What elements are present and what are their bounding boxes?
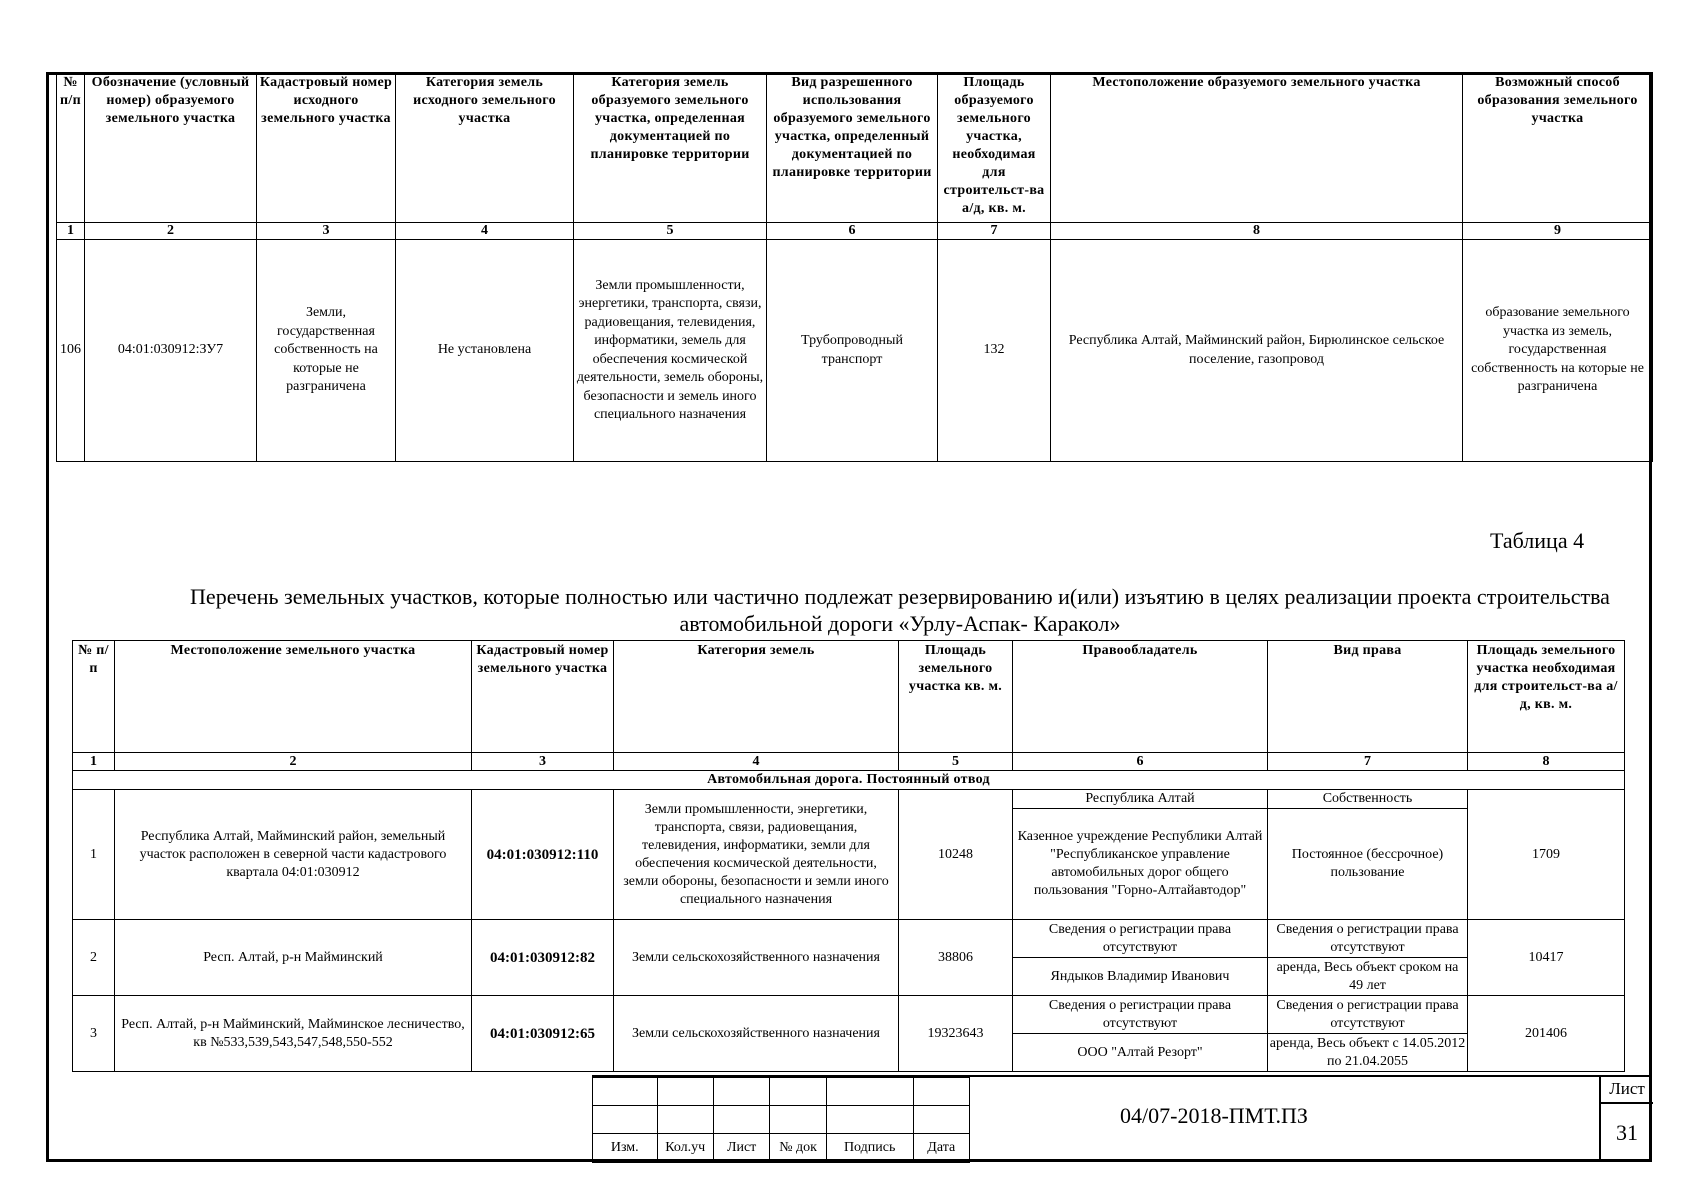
t2-cell-area: 38806 bbox=[899, 920, 1013, 996]
table-caption: Перечень земельных участков, которые полностью или частично подлежат резервированию и(или) изъятию в целях реализации проекта строительства автомобильной дороги «Урлу-Аспак- Каракол» bbox=[190, 584, 1610, 636]
t1-cell-location: Республика Алтай, Майминский район, Бирюлинское сельское поселение, газопровод bbox=[1051, 240, 1463, 462]
t1-header-source-category: Категория земель исходного земельного участка bbox=[396, 73, 574, 223]
t2-colnum: 7 bbox=[1268, 753, 1468, 771]
stamp-col-doc: № док bbox=[770, 1134, 826, 1163]
right-top: Сведения о регистрации права отсутствуют bbox=[1268, 920, 1467, 958]
t1-colnum: 5 bbox=[574, 223, 767, 240]
owner-bottom: ООО "Алтай Резорт" bbox=[1077, 1044, 1203, 1060]
stamp-col-sheet: Лист bbox=[713, 1134, 769, 1163]
table-label: Таблица 4 bbox=[1490, 528, 1585, 553]
t2-header-cadastral: Кадастровый номер земельного участка bbox=[472, 641, 614, 753]
t1-cell-num: 106 bbox=[57, 240, 85, 462]
t1-header-new-category: Категория земель образуемого земельного участка, определенная документацией по планировке территории bbox=[574, 73, 767, 223]
t2-header-location: Местоположение земельного участка bbox=[115, 641, 472, 753]
t1-cell-new-category: Земли промышленности, энергетики, транспорта, связи, радиовещания, телевидения, информатики, земель для обеспечения космической деятельности, земель обороны, безопасности и земель иного специального назначения bbox=[574, 240, 767, 462]
t2-colnum: 4 bbox=[614, 753, 899, 771]
t2-cell-category: Земли сельскохозяйственного назначения bbox=[614, 920, 899, 996]
t2-colnum: 3 bbox=[472, 753, 614, 771]
t2-cell-num: 3 bbox=[73, 996, 115, 1072]
revision-grid bbox=[592, 1077, 970, 1163]
right-bottom: аренда, Весь объект с 14.05.2012 по 21.04.2055 bbox=[1269, 1035, 1466, 1069]
right-bottom: Постоянное (бессрочное) пользование bbox=[1291, 847, 1444, 880]
t1-colnum: 9 bbox=[1463, 223, 1653, 240]
t2-cell-location: Респ. Алтай, р-н Майминский, Майминское лесничество, кв №533,539,543,547,548,550-552 bbox=[115, 996, 472, 1072]
t2-cell-cadastral: 04:01:030912:65 bbox=[472, 996, 614, 1072]
t1-header-designation: Обозначение (условный номер) образуемого земельного участка bbox=[85, 73, 257, 223]
stamp-col-change: Изм. bbox=[593, 1134, 658, 1163]
t2-cell-category: Земли промышленности, энергетики, транспорта, связи, радиовещания, телевидения, информатики, земли для обеспечения космической деятельности, земли обороны, безопасности и земли иного специального назначения bbox=[614, 790, 899, 920]
t2-cell-owner bbox=[1013, 996, 1268, 1072]
t2-cell-cadastral: 04:01:030912:110 bbox=[472, 790, 614, 920]
t1-cell-method: образование земельного участка из земель, государственная собственность на которые не разграничена bbox=[1463, 240, 1653, 462]
t1-colnum: 2 bbox=[85, 223, 257, 240]
t1-cell-area: 132 bbox=[938, 240, 1051, 462]
t2-cell-need: 201406 bbox=[1468, 996, 1625, 1072]
right-top: Сведения о регистрации права отсутствуют bbox=[1268, 996, 1467, 1034]
sheet-label: Лист bbox=[1599, 1076, 1653, 1104]
t1-header-area: Площадь образуемого земельного участка, необходимая для строительст-ва а/д, кв. м. bbox=[938, 73, 1051, 223]
right-bottom: аренда, Весь объект сроком на 49 лет bbox=[1276, 959, 1459, 993]
t2-section-title: Автомобильная дорога. Постоянный отвод bbox=[73, 771, 1625, 790]
t1-header-location: Местоположение образуемого земельного участка bbox=[1051, 73, 1463, 223]
t2-cell-cadastral: 04:01:030912:82 bbox=[472, 920, 614, 996]
t2-cell-area: 10248 bbox=[899, 790, 1013, 920]
t2-cell-owner bbox=[1013, 790, 1268, 920]
t2-header-area: Площадь земельного участка кв. м. bbox=[899, 641, 1013, 753]
t1-colnum: 4 bbox=[396, 223, 574, 240]
t1-cell-source-cadastral: Земли, государственная собственность на которые не разграничена bbox=[257, 240, 396, 462]
t2-cell-right bbox=[1268, 920, 1468, 996]
stamp-col-count: Кол.уч bbox=[657, 1134, 713, 1163]
owner-top: Республика Алтай bbox=[1013, 790, 1267, 809]
t2-header-owner: Правообладатель bbox=[1013, 641, 1268, 753]
t2-cell-owner bbox=[1013, 920, 1268, 996]
table-row bbox=[73, 920, 1625, 996]
t1-cell-designation: 04:01:030912:ЗУ7 bbox=[85, 240, 257, 462]
t1-colnum: 1 bbox=[57, 223, 85, 240]
t2-cell-need: 10417 bbox=[1468, 920, 1625, 996]
right-top: Собственность bbox=[1268, 790, 1467, 809]
document-code: 04/07-2018-ПМТ.ПЗ bbox=[1120, 1103, 1308, 1128]
t2-colnum: 6 bbox=[1013, 753, 1268, 771]
t1-cell-permitted-use: Трубопроводный транспорт bbox=[767, 240, 938, 462]
t1-header-method: Возможный способ образования земельного участка bbox=[1463, 73, 1653, 223]
t1-header-num: № п/п bbox=[57, 73, 85, 223]
t1-colnum: 6 bbox=[767, 223, 938, 240]
t2-colnum: 5 bbox=[899, 753, 1013, 771]
owner-top: Сведения о регистрации права отсутствуют bbox=[1013, 920, 1267, 958]
owner-bottom: Казенное учреждение Республики Алтай "Республиканское управление автомобильных дорог общего пользования "Горно-Алтайавтодор" bbox=[1017, 829, 1263, 898]
land-plot-table-1 bbox=[56, 72, 1653, 462]
t2-header-num: № п/п bbox=[73, 641, 115, 753]
t2-colnum: 1 bbox=[73, 753, 115, 771]
owner-top: Сведения о регистрации права отсутствуют bbox=[1013, 996, 1267, 1034]
table-row bbox=[73, 996, 1625, 1072]
t2-cell-location: Респ. Алтай, р-н Майминский bbox=[115, 920, 472, 996]
table-row bbox=[73, 790, 1625, 920]
t2-cell-location: Республика Алтай, Майминский район, земельный участок расположен в северной части кадастрового квартала 04:01:030912 bbox=[115, 790, 472, 920]
t2-cell-num: 2 bbox=[73, 920, 115, 996]
t2-cell-num: 1 bbox=[73, 790, 115, 920]
t2-cell-area: 19323643 bbox=[899, 996, 1013, 1072]
land-plot-table-2 bbox=[72, 640, 1625, 1072]
stamp-col-date: Дата bbox=[913, 1134, 970, 1163]
t1-colnum: 7 bbox=[938, 223, 1051, 240]
t1-colnum: 3 bbox=[257, 223, 396, 240]
t2-cell-category: Земли сельскохозяйственного назначения bbox=[614, 996, 899, 1072]
t1-header-source-cadastral: Кадастровый номер исходного земельного участка bbox=[257, 73, 396, 223]
t1-header-permitted-use: Вид разрешенного использования образуемого земельного участка, определенный документацией по планировке территории bbox=[767, 73, 938, 223]
t2-colnum: 8 bbox=[1468, 753, 1625, 771]
t1-colnum: 8 bbox=[1051, 223, 1463, 240]
sheet-number: 31 bbox=[1599, 1104, 1653, 1162]
t2-cell-right bbox=[1268, 790, 1468, 920]
t1-cell-source-category: Не установлена bbox=[396, 240, 574, 462]
t2-colnum: 2 bbox=[115, 753, 472, 771]
stamp-col-signature: Подпись bbox=[826, 1134, 913, 1163]
t2-cell-right bbox=[1268, 996, 1468, 1072]
t2-header-category: Категория земель bbox=[614, 641, 899, 753]
t2-header-right: Вид права bbox=[1268, 641, 1468, 753]
t2-cell-need: 1709 bbox=[1468, 790, 1625, 920]
owner-bottom: Яндыков Владимир Иванович bbox=[1050, 968, 1230, 984]
t2-header-need-area: Площадь земельного участка необходимая для строительст-ва а/д, кв. м. bbox=[1468, 641, 1625, 753]
